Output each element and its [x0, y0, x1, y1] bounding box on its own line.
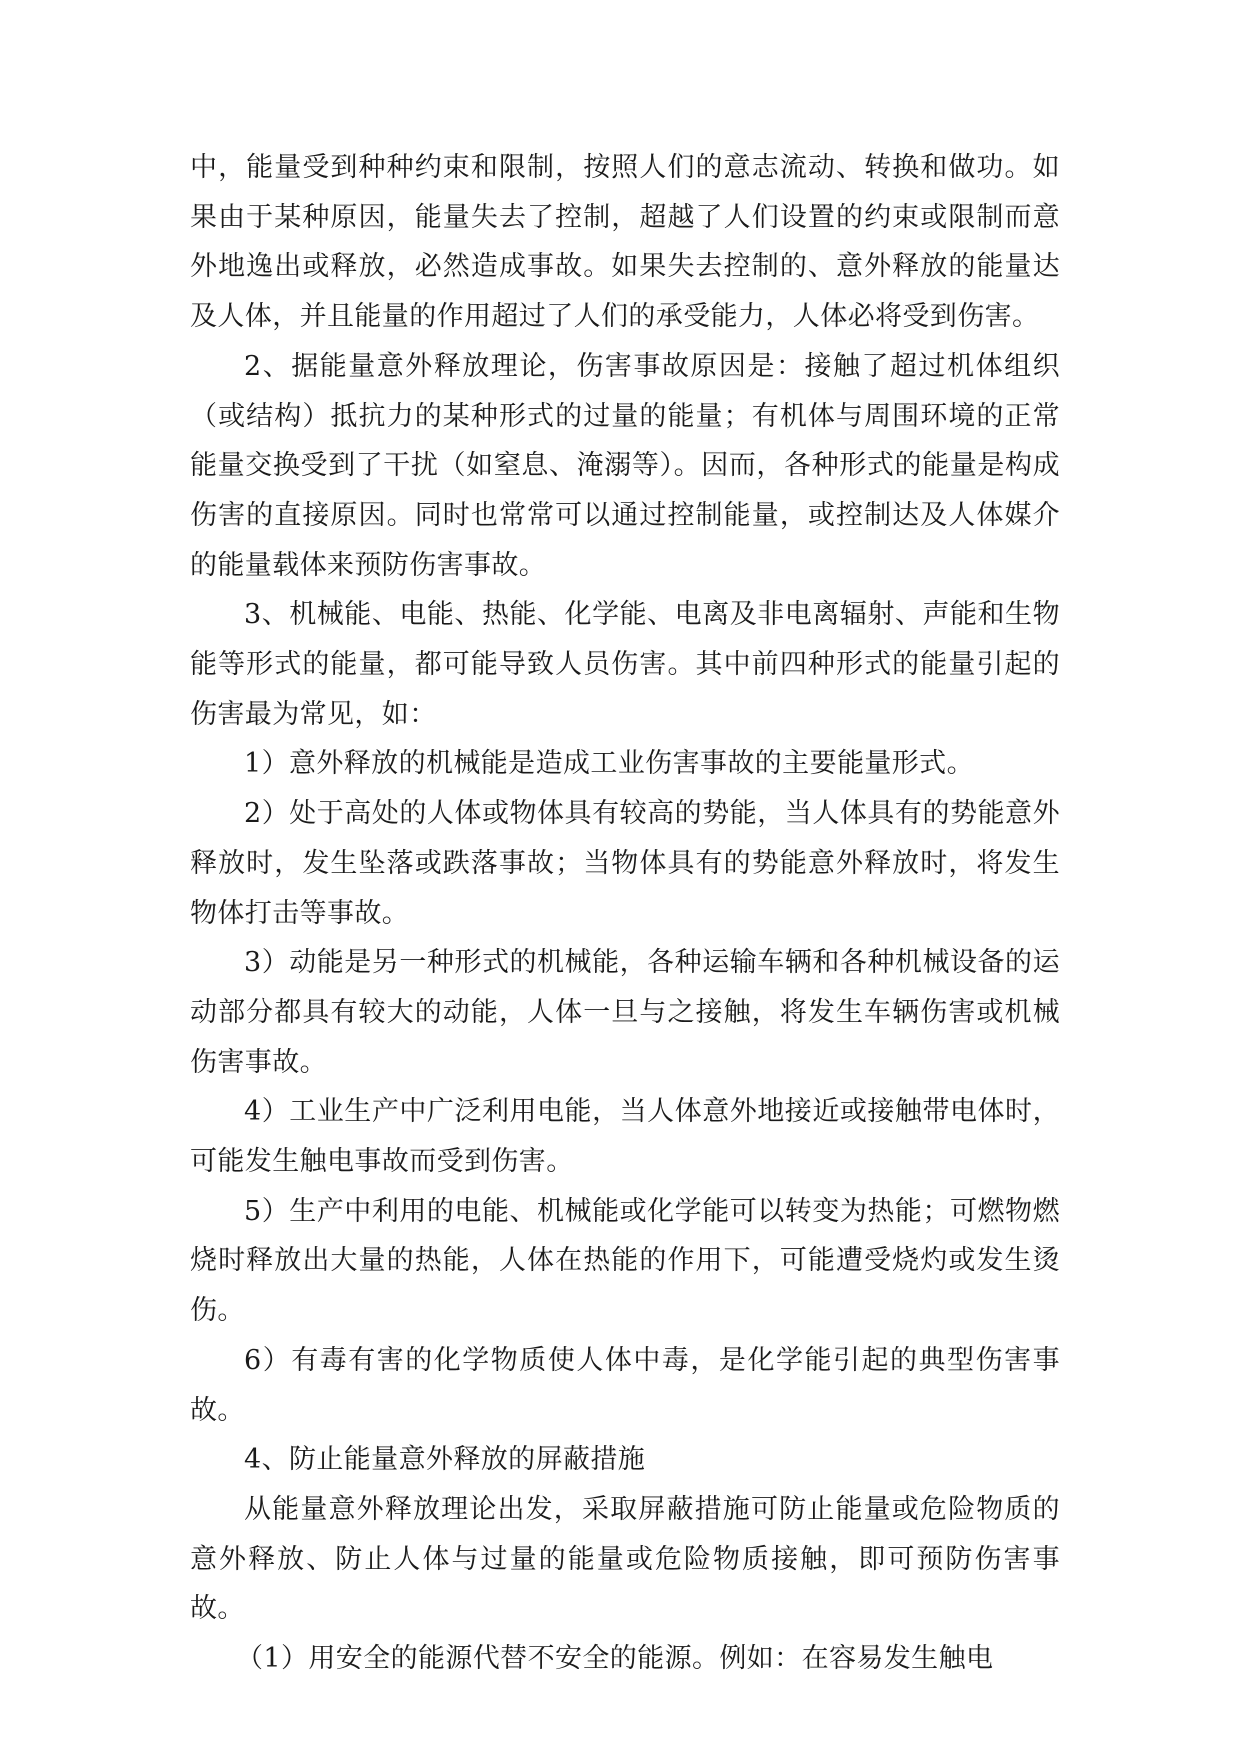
document-body — [190, 143, 1060, 1684]
list-item-5: 5）生产中利用的电能、机械能或化学能可以转变为热能；可燃物燃烧时释放出大量的热能，人体在热能的作用下，可能遭受烧灼或发生烫伤。 — [190, 1195, 1060, 1327]
list-item-6: 6）有毒有害的化学物质使人体中毒，是化学能引起的典型伤害事故。 — [190, 1344, 1060, 1426]
paragraph-point-2: 2、据能量意外释放理论，伤害事故原因是：接触了超过机体组织（或结构）抵抗力的某种形式的过量的能量；有机体与周围环境的正常能量交换受到了干扰（如窒息、淹溺等）。因而，各种形式的能量是构成伤害的直接原因。同时也常常可以通过控制能量，或控制达及人体媒介的能量载体来预防伤害事故。 — [190, 350, 1060, 581]
section-heading-4: 4、防止能量意外释放的屏蔽措施 — [244, 1444, 646, 1476]
list-item-measure-1: （1）用安全的能源代替不安全的能源。例如：在容易发生触电 — [236, 1643, 994, 1675]
paragraph-point-3: 3、机械能、电能、热能、化学能、电离及非电离辐射、声能和生物能等形式的能量，都可能导致人员伤害。其中前四种形式的能量引起的伤害最为常见，如： — [190, 599, 1060, 730]
paragraph-shielding-intro: 从能量意外释放理论出发，采取屏蔽措施可防止能量或危险物质的意外释放、防止人体与过量的能量或危险物质接触，即可预防伤害事故。 — [190, 1493, 1060, 1625]
list-item-4: 4）工业生产中广泛利用电能，当人体意外地接近或接触带电体时，可能发生触电事故而受到伤害。 — [190, 1096, 1060, 1178]
list-item-3: 3）动能是另一种形式的机械能，各种运输车辆和各种机械设备的运动部分都具有较大的动能，人体一旦与之接触，将发生车辆伤害或机械伤害事故。 — [190, 947, 1060, 1078]
paragraph-continuation: 中，能量受到种种约束和限制，按照人们的意志流动、转换和做功。如果由于某种原因，能量失去了控制，超越了人们设置的约束或限制而意外地逸出或释放，必然造成事故。如果失去控制的、意外释放的能量达及人体，并且能量的作用超过了人们的承受能力，人体必将受到伤害。 — [190, 152, 1060, 333]
list-item-1: 1）意外释放的机械能是造成工业伤害事故的主要能量形式。 — [244, 748, 974, 780]
list-item-2: 2）处于高处的人体或物体具有较高的势能，当人体具有的势能意外释放时，发生坠落或跌落事故；当物体具有的势能意外释放时，将发生物体打击等事故。 — [190, 798, 1060, 929]
